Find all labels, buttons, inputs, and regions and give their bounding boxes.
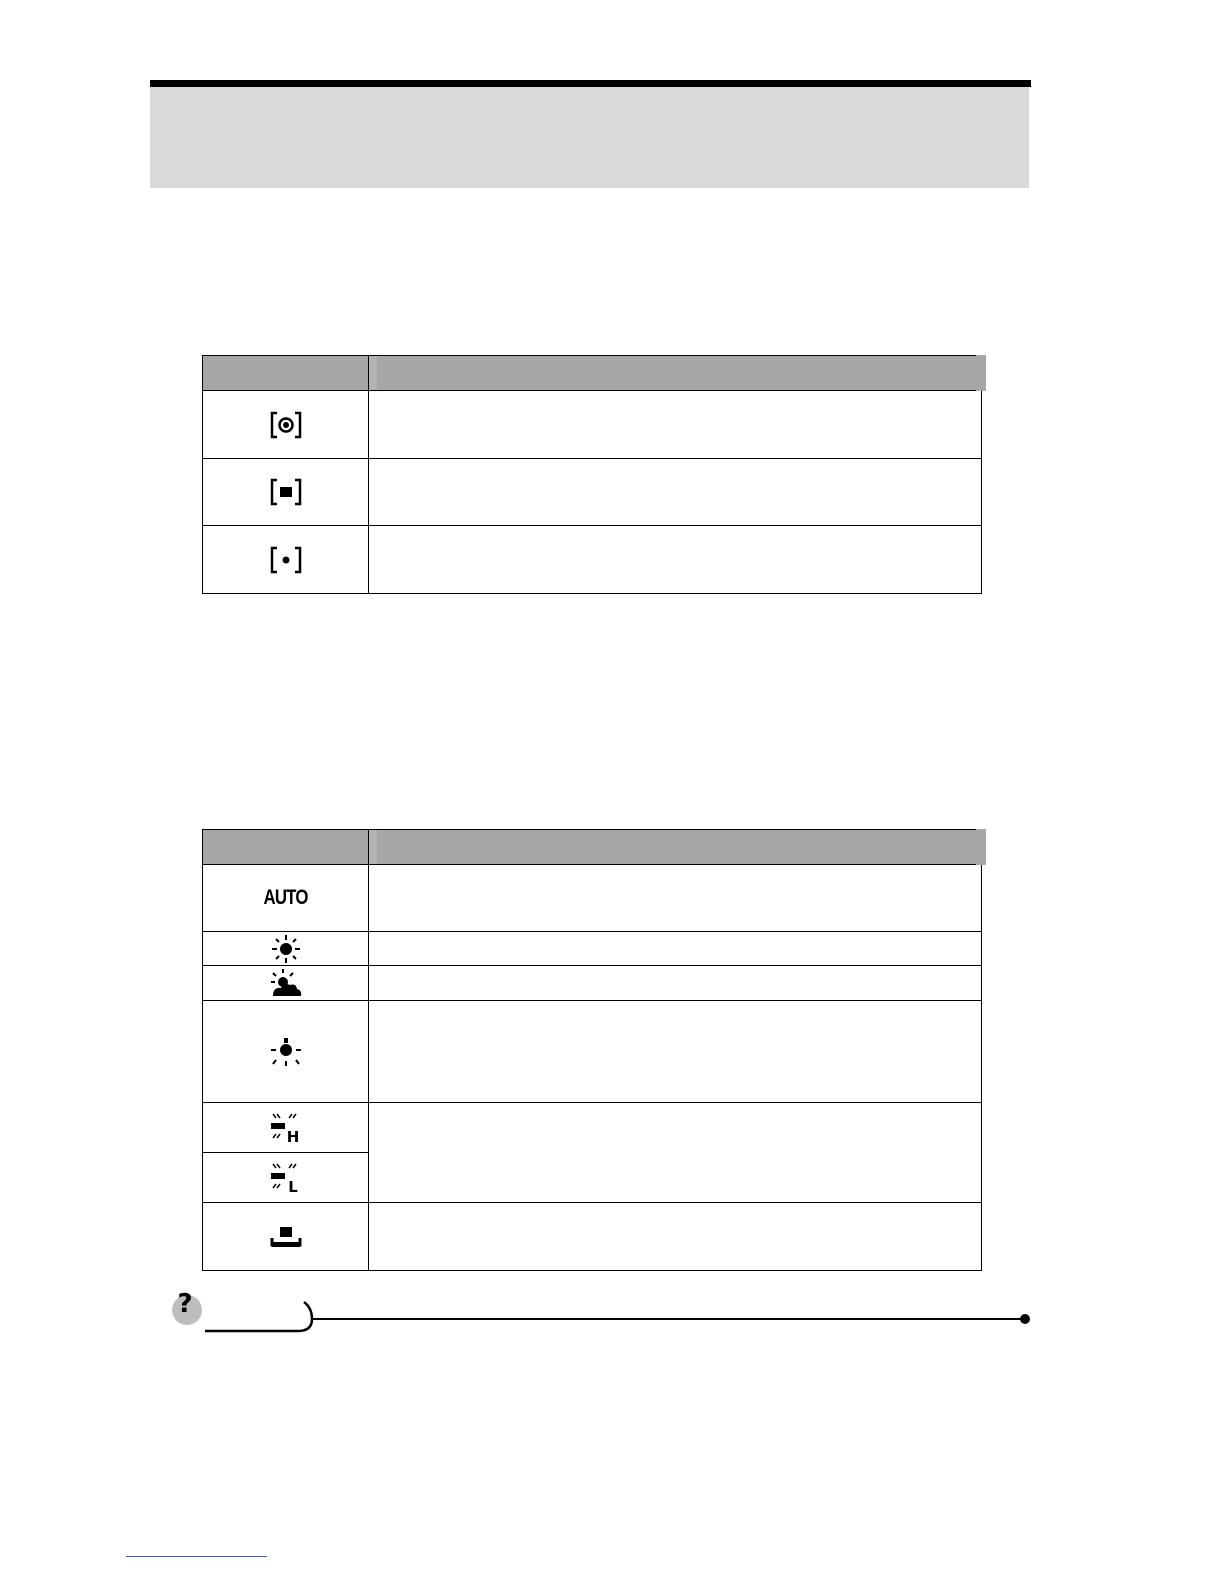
cloudy-icon <box>269 968 303 998</box>
metering-table <box>202 355 986 594</box>
metering-table-header <box>203 356 982 391</box>
average-metering-icon <box>269 411 303 439</box>
table-row <box>203 459 982 526</box>
wb-icon-cell <box>203 966 369 1001</box>
wb-desc-cell <box>369 1103 982 1203</box>
metering-icon-cell <box>203 526 369 594</box>
wb-table-header <box>203 830 982 865</box>
wb-header-desc-col <box>369 830 982 865</box>
question-icon: ? <box>177 1290 193 1319</box>
auto-wb-icon: AUTO <box>263 886 308 909</box>
wb-icon-cell <box>203 1001 369 1103</box>
wb-icon-cell <box>203 865 369 932</box>
wb-desc-cell <box>369 1203 982 1271</box>
fluorescent-h-mark: H <box>286 1127 299 1144</box>
metering-header-desc-label <box>369 356 976 390</box>
fluorescent-h-icon <box>269 1112 303 1144</box>
note-divider <box>170 1290 1040 1340</box>
wb-icon-cell <box>203 1153 369 1203</box>
fluorescent-l-mark: L <box>287 1177 298 1194</box>
metering-header-desc-col <box>369 356 982 391</box>
metering-header-icon-col <box>203 356 369 391</box>
daylight-icon <box>270 934 302 964</box>
custom-wb-icon <box>269 1224 303 1250</box>
footer-link-underline[interactable] <box>126 1556 267 1557</box>
spot-metering-icon <box>269 546 303 574</box>
table-row <box>203 932 982 966</box>
table-row <box>203 865 982 932</box>
metering-desc-cell <box>369 526 982 594</box>
wb-desc-cell <box>369 932 982 966</box>
table-row <box>203 391 982 459</box>
wb-icon-cell <box>203 1103 369 1153</box>
table-row <box>203 526 982 594</box>
wb-icon-cell <box>203 1203 369 1271</box>
metering-icon-cell <box>203 391 369 459</box>
wb-header-desc-label <box>369 830 976 864</box>
wb-icon-cell <box>203 932 369 966</box>
table-row <box>203 1103 982 1153</box>
wb-desc-cell <box>369 1001 982 1103</box>
table-row <box>203 1001 982 1103</box>
center-weighted-metering-icon <box>269 478 303 506</box>
wb-desc-cell <box>369 865 982 932</box>
header-band <box>150 87 1029 188</box>
metering-desc-cell <box>369 391 982 459</box>
metering-desc-cell <box>369 459 982 526</box>
tungsten-icon <box>269 1037 303 1067</box>
divider-end-dot <box>1020 1314 1030 1324</box>
metering-icon-cell <box>203 459 369 526</box>
wb-header-icon-col <box>203 830 369 865</box>
table-row <box>203 1203 982 1271</box>
wb-desc-cell <box>369 966 982 1001</box>
table-row <box>203 966 982 1001</box>
fluorescent-l-icon <box>269 1162 303 1194</box>
white-balance-table <box>202 829 986 1271</box>
top-rule <box>150 80 1031 87</box>
